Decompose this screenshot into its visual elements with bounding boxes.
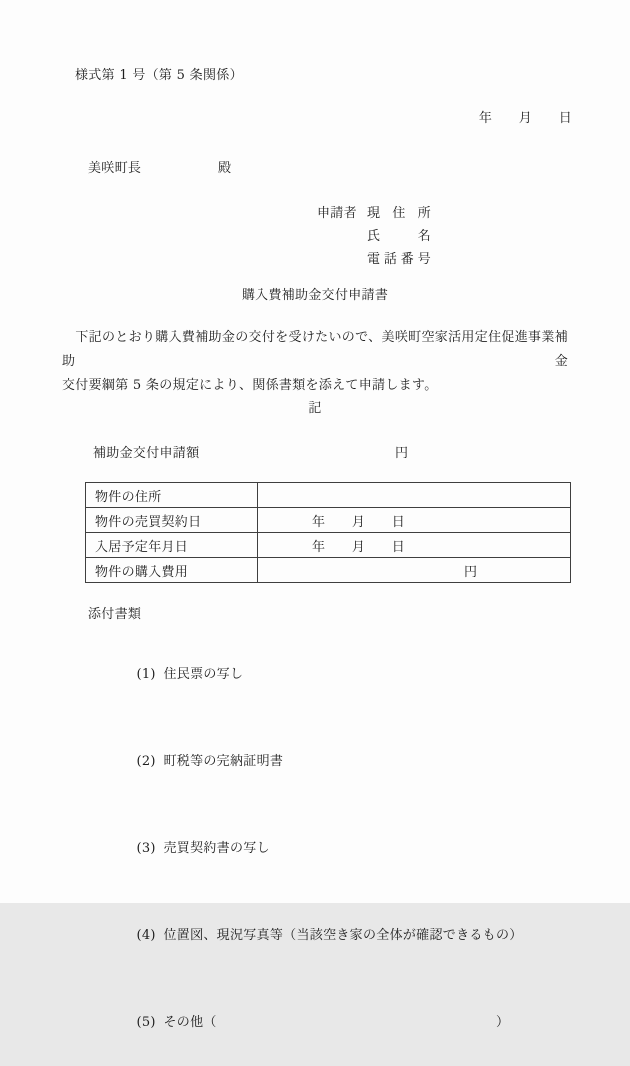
row-label: 物件の購入費用 [86,558,258,583]
attachments-list [101,631,523,1066]
applicant-label-spacer [317,248,367,271]
attachments-title: 添付書類 [88,607,142,622]
applicant-row [317,225,431,248]
table-row [86,508,571,533]
item-text: 売買契約書の写し [163,841,270,856]
item-number: (4) [136,928,156,943]
amount-unit: 円 [395,446,409,461]
amount-label: 補助金交付申請額 [93,446,200,461]
addressee [88,157,231,176]
item-text: 町税等の完納証明書 [163,754,284,769]
attachment-item [101,805,523,892]
document-title: 購入費補助金交付申請書 [241,288,389,303]
row-value [258,483,571,508]
applicant-label-spacer [317,225,367,248]
amount-line [93,442,568,461]
applicant-field-name: 氏名 [367,229,431,244]
row-value: 年 月 日 [258,533,571,558]
table-row [86,558,571,583]
body-line: 交付要綱第 5 条の規定により、関係書類を添えて申請します。 [62,378,438,393]
attachment-item [101,631,523,718]
attachment-item [101,892,523,979]
addressee-honorific: 殿 [218,161,232,176]
item-number: (3) [136,841,156,856]
item-text: 住民票の写し [163,667,244,682]
attachment-item [101,979,523,1066]
row-value: 円 [258,558,571,583]
attachment-item [101,718,523,805]
item-number: (1) [136,667,156,682]
applicant-field-phone: 電話番号 [367,252,431,267]
body-line: 下記のとおり購入費補助金の交付を受けたいので、美咲町空家活用定住促進事業補助金 [62,330,568,369]
attachments-section [88,606,523,1066]
applicant-field-address: 現住所 [367,206,431,221]
applicant-row [317,202,431,225]
item-text: 位置図、現況写真等（当該空き家の全体が確認できるもの） [163,928,523,943]
row-label: 物件の売買契約日 [86,508,258,533]
item-number: (2) [136,754,156,769]
applicant-row [317,248,431,271]
form-number: 様式第 1 号（第 5 条関係） [75,68,243,83]
property-table [85,482,571,583]
table-row [86,483,571,508]
row-value: 年 月 日 [258,508,571,533]
applicant-block [317,202,431,271]
row-label: 物件の住所 [86,483,258,508]
addressee-title: 美咲町長 [88,161,142,176]
row-label: 入居予定年月日 [86,533,258,558]
body-paragraph [62,326,568,398]
item-number: (5) [136,1015,156,1030]
table-row [86,533,571,558]
section-marker: 記 [308,401,322,416]
applicant-label: 申請者 [317,206,357,221]
date-line: 年 月 日 [478,111,572,126]
item-text: その他（ ） [163,1015,510,1030]
